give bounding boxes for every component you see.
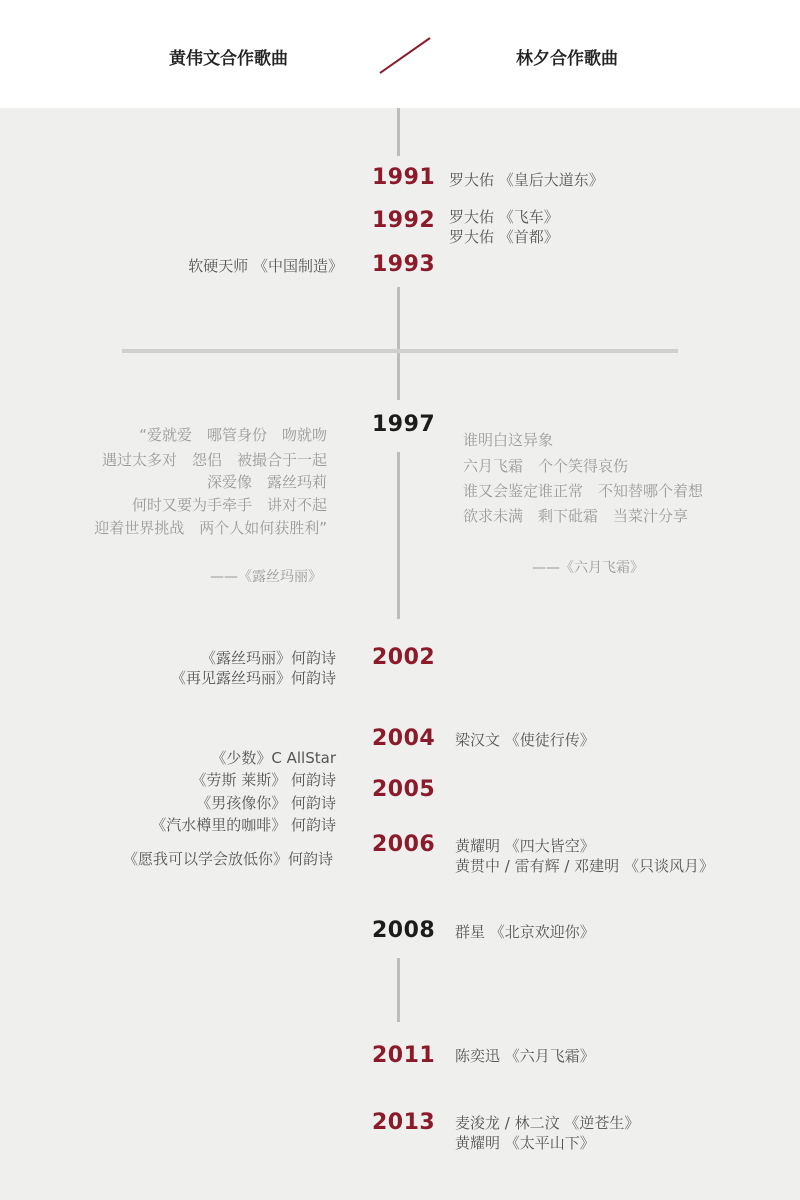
- year-2011: 2011: [372, 1043, 436, 1068]
- year-1997: 1997: [372, 412, 436, 437]
- entry-2006-right: 黄贯中 / 雷有辉 / 邓建明 《只谈风月》: [455, 857, 714, 875]
- entry-1992-right: 罗大佑 《飞车》: [449, 208, 559, 226]
- year-2005: 2005: [372, 777, 436, 802]
- entry-1993-left: 软硬天师 《中国制造》: [188, 257, 343, 275]
- timeline-segment: [397, 958, 400, 1022]
- entry-1991-right: 罗大佑 《皇后大道东》: [449, 171, 604, 189]
- entry-2013-right: 麦浚龙 / 林二汶 《逆苍生》: [455, 1114, 640, 1132]
- lyric-line: 何时又要为手牵手 讲对不起: [131, 496, 327, 514]
- lyric-line: 迎着世界挑战 两个人如何获胜利”: [94, 519, 327, 537]
- lyric-line: 谁又会鉴定谁正常 不知替哪个着想: [463, 482, 704, 500]
- entry-2002-left: 《再见露丝玛丽》何韵诗: [170, 669, 336, 687]
- lyric-credit: ——《六月飞霜》: [532, 560, 644, 576]
- year-1992: 1992: [372, 208, 436, 233]
- right-title: 林夕合作歌曲: [516, 49, 618, 69]
- timeline-segment: [397, 452, 400, 619]
- lyric-line: 遇过太多对 怨侣 被撮合于一起: [101, 451, 327, 469]
- year-2013: 2013: [372, 1110, 436, 1135]
- lyric-line: 深爱像 露丝玛莉: [206, 473, 327, 491]
- year-2006: 2006: [372, 832, 436, 857]
- timeline-segment: [397, 108, 400, 156]
- year-2002: 2002: [372, 645, 436, 670]
- lyric-line: 六月飞霜 个个笑得哀伤: [463, 457, 629, 475]
- entry-2008-right: 群星 《北京欢迎你》: [455, 923, 595, 941]
- year-1993: 1993: [372, 252, 436, 277]
- entry-2005-left: 《汽水樽里的咖啡》 何韵诗: [151, 816, 336, 834]
- entry-2013-right: 黄耀明 《太平山下》: [455, 1134, 595, 1152]
- entry-2006-right: 黄耀明 《四大皆空》: [455, 837, 595, 855]
- lyric-credit: ——《露丝玛丽》: [210, 569, 322, 585]
- header: [0, 0, 800, 108]
- lyric-line: “爱就爱 哪管身份 吻就吻: [139, 426, 327, 444]
- year-2008: 2008: [372, 918, 436, 943]
- entry-2005-left: 《劳斯 莱斯》 何韵诗: [191, 771, 336, 789]
- entry-2005-left: 《少数》C AllStar: [211, 749, 336, 767]
- entry-2011-right: 陈奕迅 《六月飞霜》: [455, 1047, 595, 1065]
- entry-2004-right: 梁汉文 《使徒行传》: [455, 731, 595, 749]
- timeline-segment: [397, 287, 400, 400]
- entry-2005-left: 《男孩像你》 何韵诗: [196, 794, 336, 812]
- left-title: 黄伟文合作歌曲: [169, 49, 288, 69]
- lyric-line: 欲求未满 剩下砒霜 当菜汁分享: [463, 507, 689, 525]
- year-2004: 2004: [372, 726, 436, 751]
- timeline-crossbar: [122, 349, 678, 353]
- year-1991: 1991: [372, 165, 436, 190]
- slash-divider-icon: [378, 36, 434, 76]
- entry-2006-left: 《愿我可以学会放低你》何韵诗: [122, 850, 333, 868]
- lyric-line: 谁明白这异象: [463, 431, 554, 449]
- entry-2002-left: 《露丝玛丽》何韵诗: [200, 649, 336, 667]
- entry-1992-right: 罗大佑 《首都》: [449, 228, 559, 246]
